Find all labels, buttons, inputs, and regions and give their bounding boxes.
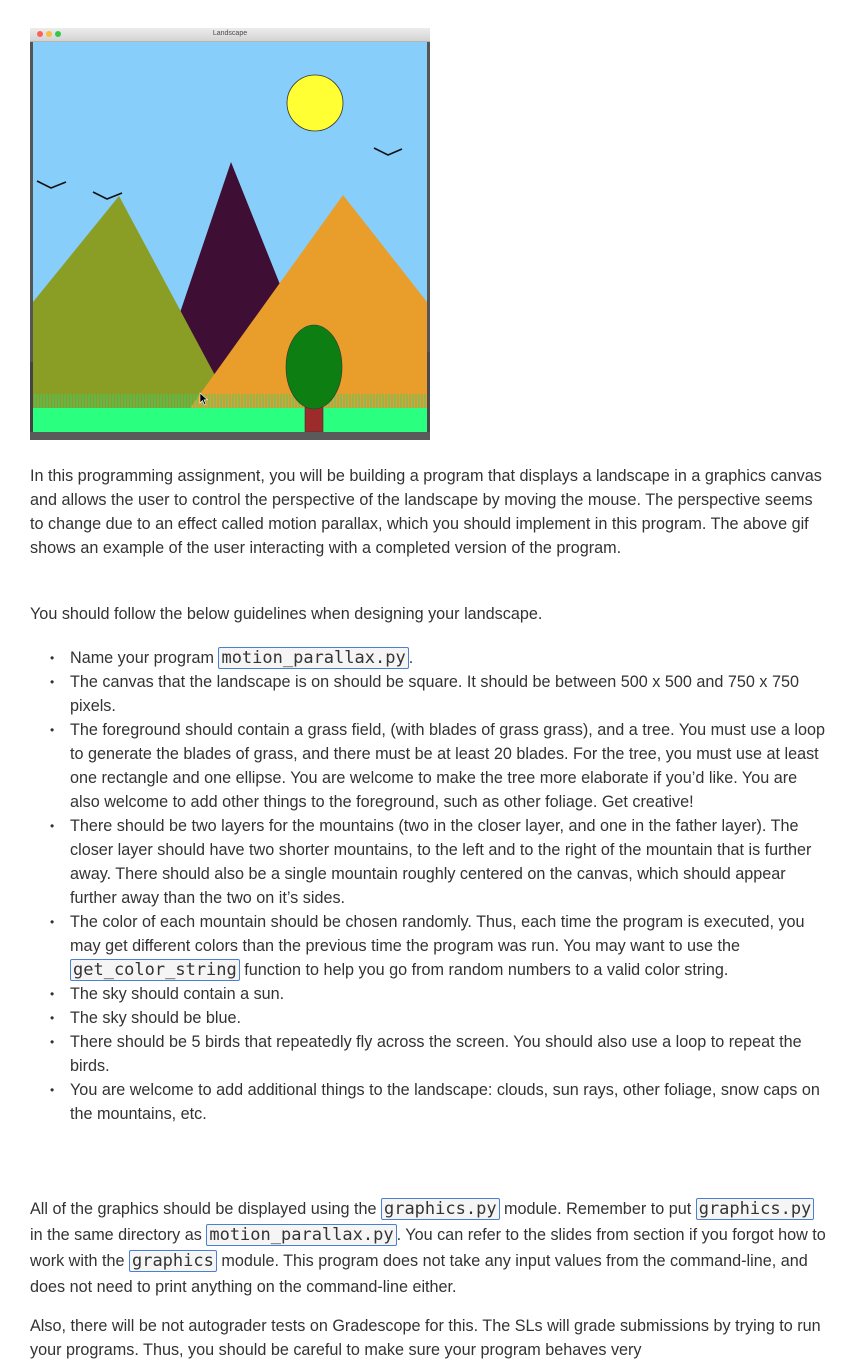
guidelines-intro: You should follow the below guidelines when designing your landscape. [30, 605, 543, 623]
paragraph-text: module. Remember to put [499, 1200, 696, 1218]
list-item: • The sky should be blue. [70, 1006, 830, 1030]
inline-code: graphics.py [696, 1198, 815, 1220]
landscape-canvas[interactable] [30, 42, 430, 440]
inline-code: graphics [129, 1250, 217, 1272]
list-item: • There should be 5 birds that repeatedly fly across the screen. You should also use a loop to repeat the birds. [70, 1030, 830, 1078]
list-item: • The foreground should contain a grass field, (with blades of grass grass), and a tree. You must use a loop to generate the blades of grass, and there must be at least 20 blades. For the tree, you must use at least one rectangle and one ellipse. You are welcome to make the tree more elaborate if you’d like. You are also welcome to add other things to the foreground, such as other foliage. Get creative! [70, 718, 830, 814]
inline-code: motion_parallax.py [206, 1224, 396, 1246]
window-bottom-edge [30, 432, 430, 440]
window-right-edge [427, 352, 430, 440]
landscape-window [30, 28, 430, 440]
inline-code: get_color_string [70, 959, 240, 981]
list-item-text: . [408, 649, 414, 667]
window-title: Landscape [212, 30, 248, 37]
list-item: • You are welcome to add additional things to the landscape: clouds, sun rays, other foliage, snow caps on the mountains, etc. [70, 1078, 830, 1126]
paragraph-text: . You can refer to the slides from section if you forgot how to work with the [30, 1226, 826, 1270]
list-item: • There should be two layers for the mountains (two in the closer layer, and one in the father layer). The closer layer should have two shorter mountains, to the left and to the right of the mountain that is further away. There should also be a single mountain roughly centered on the canvas, which should appear further away than the two on it’s sides. [70, 814, 830, 910]
grass-field [33, 408, 427, 432]
sun [287, 75, 343, 131]
list-item: • The canvas that the landscape is on should be square. It should be between 500 x 500 and 750 x 750 pixels. [70, 670, 830, 718]
graphics-paragraph [30, 1196, 830, 1300]
list-item-text: function to help you go from random numbers to a valid color string. [239, 961, 729, 979]
list-item-text: Name your program [70, 649, 219, 667]
guidelines-list [30, 646, 830, 1126]
list-item: • The sky should contain a sun. [70, 982, 830, 1006]
inline-code: graphics.py [381, 1198, 500, 1220]
window-titlebar [30, 28, 430, 42]
inline-code: motion_parallax.py [218, 647, 408, 669]
list-item [70, 646, 830, 670]
window-left-edge [30, 362, 33, 440]
tree-top [286, 325, 342, 409]
paragraph-text: All of the graphics should be displayed using the [30, 1200, 381, 1218]
paragraph-text: in the same directory as [30, 1226, 207, 1244]
list-item-text: The color of each mountain should be chosen randomly. Thus, each time the program is executed, you may get different colors than the previous time the program was run. You may want to use the [70, 913, 805, 955]
final-paragraph: Also, there will be not autograder tests on Gradescope for this. The SLs will grade submissions by trying to run your programs. Thus, you should be careful to make sure your program behaves very [30, 1317, 821, 1359]
paragraph-text: module. This program does not take any input values from the command-line, and does not need to print anything on the command-line either. [30, 1252, 808, 1296]
list-item [70, 910, 830, 982]
intro-paragraph: In this programming assignment, you will be building a program that displays a landscape in a graphics canvas and allows the user to control the perspective of the landscape by moving the mouse. The perspective seems to change due to an effect called motion parallax, which you should implement in this program. The above gif shows an example of the user interacting with a completed version of the program. [30, 467, 822, 557]
